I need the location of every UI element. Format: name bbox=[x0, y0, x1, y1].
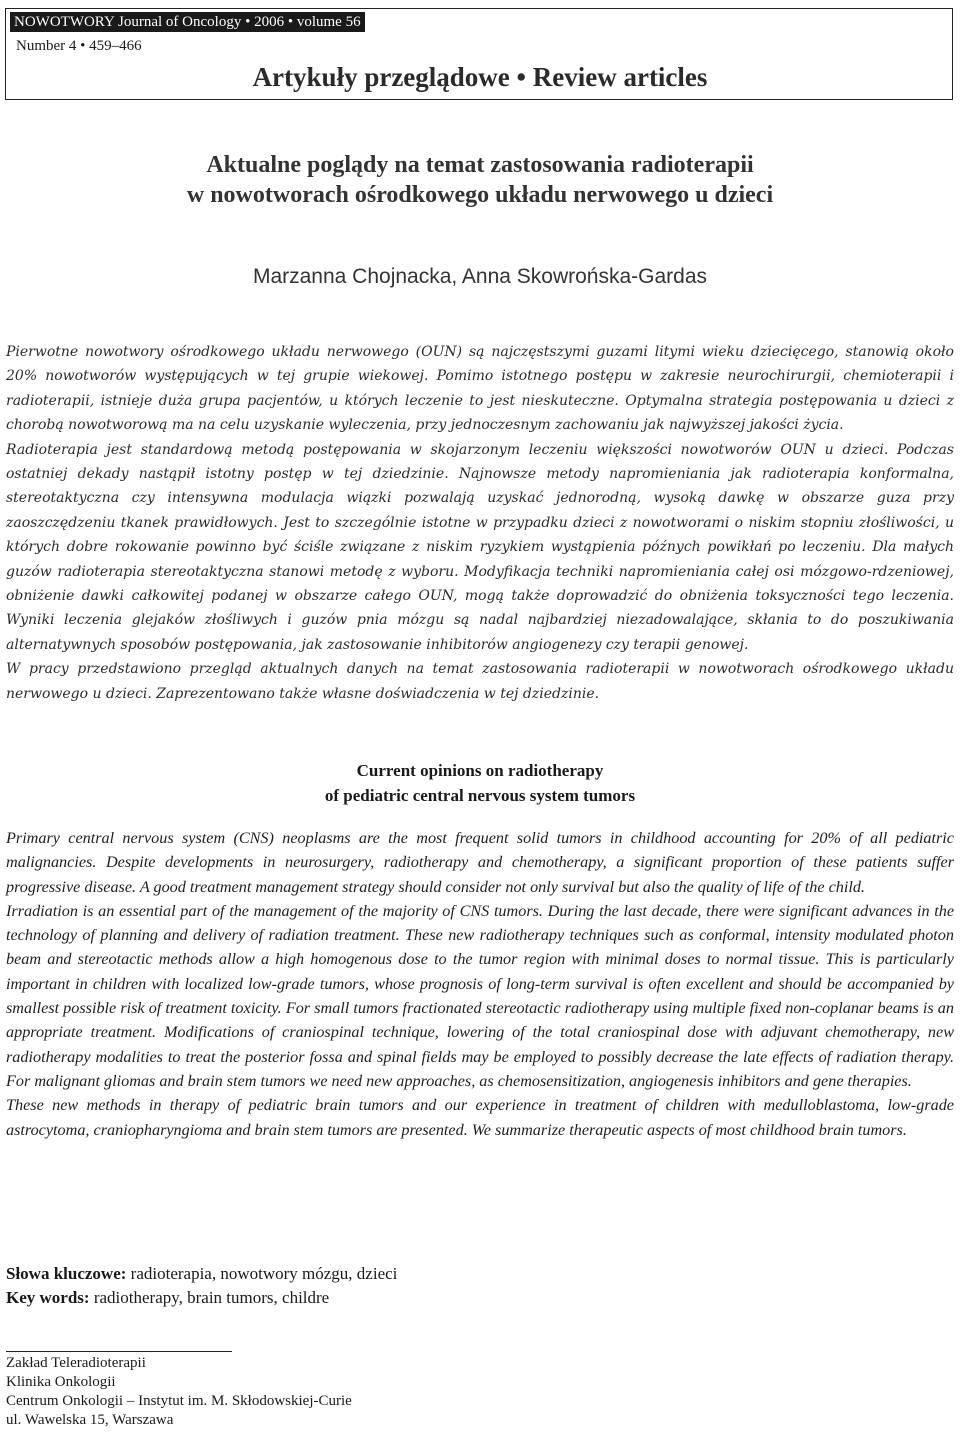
affiliation-line: Centrum Onkologii – Instytut im. M. Skłodowskiej-Curie bbox=[6, 1393, 352, 1409]
footnote-divider bbox=[6, 1351, 232, 1352]
article-title-en-line-2: of pediatric central nervous system tumors bbox=[324, 786, 636, 805]
abstract-pl-paragraph: Radioterapia jest standardową metodą postępowania w skojarzonym leczeniu większości nowotworów OUN u dzieci. Podczas ostatniej dekady nastąpił istotny postęp w tej dziedzinie. Najnowsze metody napromieniania jak radioterapia konformalna, stereotaktyczna czy intensywna modulacja wiązki pozwalają uzyskać jednorodną, wysoką dawkę w obszarze guza przy zaoszczędzeniu tkanek prawidłowych. Jest to szczególnie istotne w przypadku dzieci z nowotworami o niskim stopniu złośliwości, u których dobre rokowanie powinno być ściśle związane z niskim ryzykiem wystąpienia późnych powikłań po leczeniu. Dla małych guzów radioterapia stereotaktyczna stanowi metodę z wyboru. Modyfikacja techniki napromieniania całej osi mózgowo-rdzeniowej, obniżenie dawki całkowitej podanej w obszarze całego OUN, mogą także doprowadzić do obniżenia toksyczności tego leczenia. Wyniki leczenia glejaków złośliwych i guzów pnia mózgu są nadal najbardziej niezadowalające, skłania to do poszukiwania alternatywnych sposobów postępowania, jak zastosowanie inhibitorów angiogenezy czy terapii genowej. bbox=[6, 441, 954, 653]
keywords-en bbox=[6, 1286, 954, 1310]
abstract-pl-paragraph: Pierwotne nowotwory ośrodkowego układu nerwowego (OUN) są najczęstszymi guzami litymi wieku dziecięcego, stanowią około 20% nowotworów występujących w tej grupie wiekowej. Pomimo istotnego postępu w zakresie neurochirurgii, chemioterapii i radioterapii, istnieje duża grupa pacjentów, u których leczenie to jest nieskuteczne. Optymalna strategia postępowania u dzieci z chorobą nowotworową ma na celu uzyskanie wyleczenia, przy jednoczesnym zachowaniu jak najwyższej jakości życia. bbox=[6, 344, 954, 434]
keywords-en-label: Key words: bbox=[6, 1288, 90, 1307]
keywords-en-value: radiotherapy, brain tumors, childre bbox=[89, 1288, 330, 1307]
article-title-pl bbox=[0, 150, 960, 210]
section-title: Artykuły przeglądowe • Review articles bbox=[252, 62, 708, 92]
abstract-en-paragraph: Irradiation is an essential part of the management of the majority of CNS tumors. During the last decade, there were significant advances in the technology of planning and delivery of radiation treatment. These new radiotherapy techniques such as conformal, intensity modulated photon beam and stereotactic methods allow a high homogenous dose to the tumor region with minimal doses to normal tissue. This is particularly important in children with localized low-grade tumors, whose prognosis of long-term survival is often excellent and should be accompanied by smallest possible risk of treatment toxicity. For small tumors fractionated stereotactic radiotherapy using multiple fixed non-coplanar beams is an appropriate treatment. Modifications of craniospinal technique, lowering of the total craniospinal dose with adjuvant chemotherapy, new radiotherapy modalities to treat the posterior fossa and spinal fields may be employed to possibly decrease the late effects of radiation therapy. For malignant gliomas and brain stem tumors we need new approaches, as chemosensitization, angiogenesis inhibitors and gene therapies. bbox=[6, 901, 954, 1090]
keywords-pl bbox=[6, 1262, 954, 1286]
keywords-block bbox=[6, 1262, 954, 1310]
abstract-en-paragraph: These new methods in therapy of pediatric brain tumors and our experience in treatment of children with medulloblastoma, low-grade astrocytoma, craniopharyngioma and brain stem tumors are presented. We summarize therapeutic aspects of most childhood brain tumors. bbox=[6, 1096, 954, 1139]
article-title-line-2: w nowotworach ośrodkowego układu nerwowego u dzieci bbox=[186, 182, 774, 208]
abstract-pl-paragraph: W pracy przedstawiono przegląd aktualnych danych na temat zastosowania radioterapii w nowotworach ośrodkowego układu nerwowego u dzieci. Zaprezentowano także własne doświadczenia w tej dziedzinie. bbox=[6, 661, 954, 702]
affiliation-line: ul. Wawelska 15, Warszawa bbox=[6, 1412, 174, 1428]
authors: Marzanna Chojnacka, Anna Skowrońska-Gardas bbox=[252, 265, 708, 288]
issue-info: Number 4 • 459–466 bbox=[16, 38, 142, 54]
article-title-line-1: Aktualne poglądy na temat zastosowania radioterapii bbox=[206, 152, 754, 178]
abstract-en-paragraph: Primary central nervous system (CNS) neoplasms are the most frequent solid tumors in childhood accounting for 20% of all pediatric malignancies. Despite developments in neurosurgery, radiotherapy and chemotherapy, a significant proportion of these patients suffer progressive disease. A good treatment management strategy should consider not only survival but also the quality of life of the child. bbox=[6, 829, 954, 896]
affiliation-line: Klinika Onkologii bbox=[6, 1374, 116, 1390]
abstract-pl bbox=[6, 340, 954, 706]
affiliation-block bbox=[6, 1354, 352, 1430]
abstract-en bbox=[6, 826, 954, 1142]
article-title-en-line-1: Current opinions on radiotherapy bbox=[356, 761, 604, 780]
keywords-pl-label: Słowa kluczowe: bbox=[6, 1264, 127, 1283]
journal-banner: NOWOTWORY Journal of Oncology • 2006 • volume 56 bbox=[10, 12, 365, 32]
keywords-pl-value: radioterapia, nowotwory mózgu, dzieci bbox=[126, 1264, 398, 1283]
affiliation-line: Zakład Teleradioterapii bbox=[6, 1355, 146, 1371]
article-title-en bbox=[0, 758, 960, 808]
